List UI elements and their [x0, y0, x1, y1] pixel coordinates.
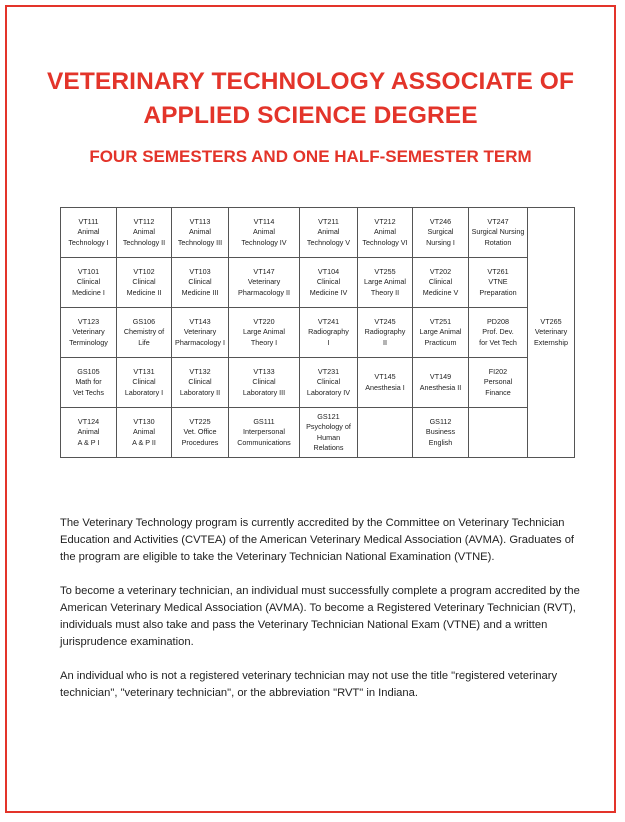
course-name-line: Laboratory III	[242, 387, 286, 397]
course-code: GS121	[317, 411, 340, 421]
course-cell	[300, 258, 358, 308]
course-name-line: A & P II	[132, 437, 156, 447]
course-code: VT112	[133, 216, 155, 226]
course-name-line: Animal	[133, 427, 155, 437]
page-frame	[5, 5, 616, 813]
course-code: VT132	[189, 366, 211, 376]
course-name-line: A & P I	[77, 437, 100, 447]
page-title: VETERINARY TECHNOLOGY ASSOCIATE OF APPLIED SCIENCE DEGREE	[46, 68, 575, 129]
course-name-line: Veterinary	[72, 327, 105, 337]
course-code: FI202	[488, 366, 508, 376]
course-cell	[61, 258, 117, 308]
course-code: GS105	[77, 366, 100, 376]
course-code: VT103	[189, 266, 211, 276]
course-name-line: Interpersonal	[243, 427, 285, 437]
page-subtitle: FOUR SEMESTERS AND ONE HALF-SEMESTER TERM	[89, 147, 532, 166]
course-cell	[117, 258, 172, 308]
course-cell	[358, 258, 413, 308]
course-name-line: Externship	[534, 337, 568, 347]
course-cell	[172, 208, 229, 258]
course-cell	[61, 358, 117, 408]
course-cell	[358, 308, 413, 358]
course-name-line: Math for	[75, 377, 102, 387]
course-cell	[61, 308, 117, 358]
course-code: VT145	[374, 372, 396, 381]
course-name-line: Animal	[317, 227, 340, 237]
course-code: VT111	[78, 216, 99, 226]
course-name-line: Communications	[237, 437, 291, 447]
course-code: VT130	[133, 416, 155, 426]
externship-cell	[528, 208, 575, 458]
course-name-line: Technology IV	[241, 237, 287, 247]
course-name-line: Laboratory II	[179, 387, 221, 397]
empty-cell	[469, 408, 528, 458]
course-name-line: Technology VI	[362, 237, 408, 247]
course-code: VT143	[189, 316, 211, 326]
course-name-line: Technology V	[306, 237, 351, 247]
course-code: VT255	[374, 266, 396, 276]
course-cell	[300, 308, 358, 358]
course-name-line: Laboratory I	[124, 387, 164, 397]
course-name-line: Large Animal	[243, 327, 285, 337]
grid-row	[61, 358, 575, 408]
course-name-line: Anesthesia II	[419, 382, 462, 392]
course-code: VT101	[77, 266, 100, 276]
course-code: GS106	[132, 316, 156, 326]
grid-row	[61, 408, 575, 458]
course-name-line: I	[327, 337, 330, 347]
course-name-line: Procedures	[181, 437, 219, 447]
course-cell	[413, 358, 469, 408]
course-code: VT241	[317, 316, 340, 326]
course-code: VT113	[189, 216, 211, 226]
course-name-line: Surgical	[427, 227, 454, 237]
course-name-line: Pharmacology II	[238, 287, 290, 297]
course-name-line: Large Animal	[419, 327, 462, 337]
course-code: PD208	[487, 316, 509, 326]
course-name-line: Clinical	[132, 377, 156, 387]
course-name-line: Animal	[77, 427, 100, 437]
course-name-line: Nursing I	[426, 237, 455, 247]
grid-row	[61, 208, 575, 258]
course-name-line: Finance	[485, 387, 511, 397]
course-cell	[413, 208, 469, 258]
course-name-line: Terminology	[69, 337, 108, 347]
course-cell	[117, 308, 172, 358]
course-code: VT211	[318, 216, 339, 226]
course-cell	[358, 208, 413, 258]
course-cell	[229, 408, 300, 458]
course-name-line: Clinical	[188, 377, 212, 387]
grid-row	[61, 258, 575, 308]
course-name-line: Vet. Office	[183, 427, 217, 437]
empty-cell	[358, 408, 413, 458]
course-cell	[117, 408, 172, 458]
course-cell	[300, 408, 358, 458]
course-cell	[469, 308, 528, 358]
course-code: VT131	[133, 366, 155, 376]
course-name-line: Theory II	[370, 287, 400, 297]
grid-row	[61, 308, 575, 358]
course-name-line: Prof. Dev.	[482, 327, 514, 337]
course-code: VT102	[133, 266, 155, 276]
course-name-line: Personal	[483, 377, 513, 387]
course-name-line: Vet Techs	[72, 387, 105, 397]
course-name-line: Clinical	[428, 277, 453, 287]
course-name-line: Animal	[133, 227, 155, 237]
course-name-line: Large Animal	[364, 277, 406, 287]
course-name-line: Clinical	[252, 377, 276, 387]
course-code: VT114	[253, 216, 275, 226]
course-code: VT265	[540, 316, 562, 326]
course-name-line: Animal	[77, 227, 100, 237]
course-name-line: II	[383, 337, 387, 347]
course-name-line: Medicine II	[126, 287, 162, 297]
course-code: GS111	[253, 416, 275, 426]
course-grid	[60, 207, 575, 458]
course-name-line: Medicine V	[422, 287, 459, 297]
course-cell	[61, 208, 117, 258]
course-name-line: Clinical	[76, 277, 101, 287]
course-name-line: for Vet Tech	[479, 337, 517, 347]
course-cell	[172, 308, 229, 358]
course-cell	[469, 358, 528, 408]
course-name-line: Anesthesia I	[365, 382, 405, 392]
course-cell	[358, 358, 413, 408]
course-cell	[229, 308, 300, 358]
course-name-line: Medicine III	[181, 287, 219, 297]
course-code: VT251	[429, 316, 452, 326]
course-cell	[229, 208, 300, 258]
course-code: VT124	[77, 416, 100, 426]
course-code: VT261	[487, 266, 509, 276]
course-code: VT104	[317, 266, 340, 276]
course-name-line: Chemistry of	[123, 327, 165, 337]
course-cell	[413, 408, 469, 458]
course-name-line: Clinical	[316, 377, 341, 387]
course-name-line: Laboratory IV	[306, 387, 351, 397]
course-name-line: Veterinary	[534, 327, 568, 337]
course-name-line: Human Relations	[313, 432, 344, 452]
course-code: VT212	[374, 216, 396, 226]
course-name-line: Animal	[253, 227, 275, 237]
course-cell	[469, 208, 528, 258]
course-name-line: Technology I	[68, 237, 109, 247]
course-cell	[117, 208, 172, 258]
course-name-line: Radiography	[308, 327, 349, 337]
course-cell	[172, 408, 229, 458]
course-code: VT245	[374, 316, 396, 326]
course-name-line: Business	[425, 427, 456, 437]
course-name-line: Veterinary	[247, 277, 281, 287]
course-cell	[117, 358, 172, 408]
course-cell	[229, 258, 300, 308]
course-code: VT147	[253, 266, 275, 276]
course-name-line: Preparation	[479, 287, 517, 297]
course-name-line: Pharmacology I	[175, 337, 225, 347]
course-name-line: English	[428, 437, 453, 447]
course-cell	[61, 408, 117, 458]
course-name-line: Veterinary	[183, 327, 217, 337]
course-code: VT149	[429, 372, 452, 381]
course-code: VT246	[429, 216, 452, 226]
course-code: VT202	[429, 266, 452, 276]
course-name-line: Clinical	[132, 277, 156, 287]
paragraph-requirements: To become a veterinary technician, an individual must successfully complete a program accredited by the American Veterinary Medical Association (AVMA). To become a Registered Veterinary Technician (RVT), individuals must also take and pass the Veterinary Technician National Exam (VTNE) and a written jurisprudence examination.	[60, 585, 580, 648]
course-name-line: Medicine I	[72, 287, 105, 297]
course-cell	[229, 358, 300, 408]
course-code: VT123	[77, 316, 100, 326]
course-name-line: Technology III	[177, 237, 223, 247]
course-code: VT225	[189, 416, 211, 426]
course-code: VT220	[253, 316, 275, 326]
course-cell	[413, 258, 469, 308]
course-name-line: Animal	[374, 227, 396, 237]
course-name-line: Radiography	[364, 327, 406, 337]
course-name-line: Medicine IV	[309, 287, 348, 297]
course-code: GS112	[429, 416, 452, 426]
course-cell	[469, 258, 528, 308]
course-cell	[413, 308, 469, 358]
course-name-line: Clinical	[188, 277, 212, 287]
course-cell	[300, 358, 358, 408]
course-name-line: Practicum	[424, 337, 457, 347]
paragraph-title-usage: An individual who is not a registered veterinary technician may not use the title "registered veterinary technician", "veterinary technician", or the abbreviation "RVT" in Indiana.	[60, 670, 558, 699]
course-name-line: Clinical	[316, 277, 341, 287]
course-cell	[172, 358, 229, 408]
paragraph-accreditation: The Veterinary Technology program is currently accredited by the Committee on Veterinary Technician Education and Activities (CVTEA) of the American Veterinary Medical Association (AVMA). Graduates of the program are eligible to take the Veterinary Technician National Examination (VTNE).	[60, 517, 575, 563]
course-code: VT247	[487, 216, 509, 226]
course-name-line: Technology II	[122, 237, 166, 247]
course-cell	[300, 208, 358, 258]
course-name-line: VTNE	[488, 277, 508, 287]
course-name-line: Life	[138, 337, 150, 347]
course-name-line: Surgical Nursing	[471, 227, 525, 237]
course-code: VT133	[253, 366, 275, 376]
course-code: VT231	[317, 366, 340, 376]
course-name-line: Theory I	[250, 337, 278, 347]
course-name-line: Psychology of	[306, 422, 351, 431]
course-name-line: Rotation	[484, 237, 512, 247]
course-name-line: Animal	[189, 227, 211, 237]
course-cell	[172, 258, 229, 308]
